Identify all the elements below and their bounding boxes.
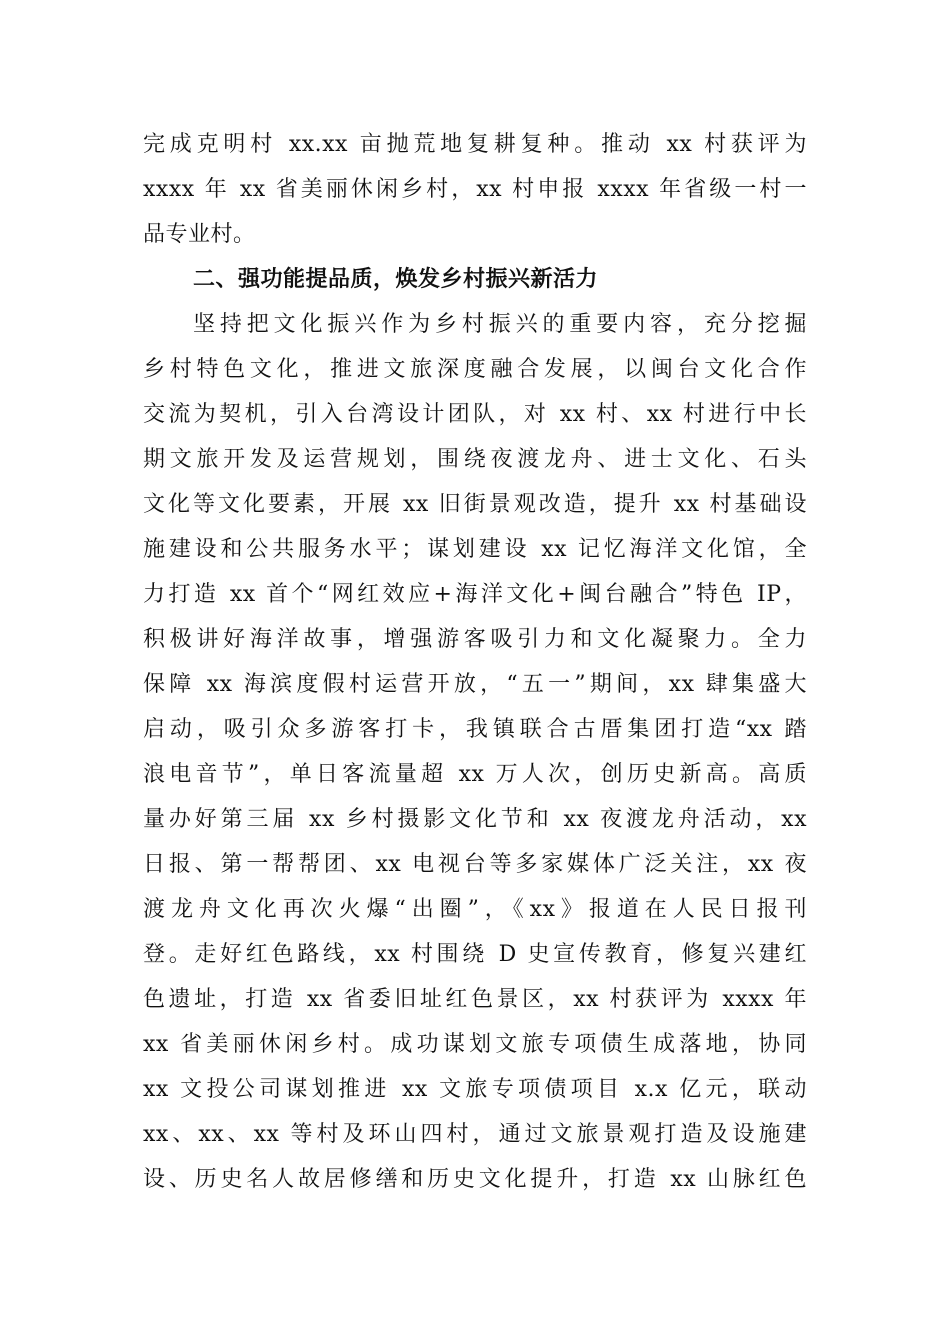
text-line: 乡村特色文化，推进文旅深度融合发展，以闽台文化合作	[143, 357, 807, 382]
text-line: 积极讲好海洋故事，增强游客吸引力和文化凝聚力。全力	[143, 627, 807, 652]
text-line: 登。走好红色路线，xx 村围绕 D 史宣传教育，修复兴建红	[143, 942, 807, 967]
body-paragraph	[143, 302, 807, 1202]
text-line: 日报、第一帮帮团、xx 电视台等多家媒体广泛关注，xx 夜	[143, 852, 807, 877]
intro-paragraph	[143, 122, 807, 257]
text-line: 浪电音节”，单日客流量超 xx 万人次，创历史新高。高质	[143, 762, 807, 787]
text-line: 保障 xx 海滨度假村运营开放，“五一”期间，xx 肆集盛大	[143, 672, 807, 697]
text-line: 期文旅开发及运营规划，围绕夜渡龙舟、进士文化、石头	[143, 447, 807, 472]
document-page	[143, 122, 807, 1202]
text-line: 交流为契机，引入台湾设计团队，对 xx 村、xx 村进行中长	[143, 402, 807, 427]
section-heading: 二、强功能提品质，焕发乡村振兴新活力	[193, 267, 599, 292]
text-line: 色遗址，打造 xx 省委旧址红色景区，xx 村获评为 xxxx 年	[143, 987, 807, 1012]
text-line: 渡龙舟文化再次火爆“出圈”，《xx》报道在人民日报刊	[143, 897, 807, 922]
text-line: 启动，吸引众多游客打卡，我镇联合古厝集团打造“xx 踏	[143, 717, 807, 742]
text-line: 坚持把文化振兴作为乡村振兴的重要内容，充分挖掘	[193, 312, 807, 337]
text-line: 设、历史名人故居修缮和历史文化提升，打造 xx 山脉红色	[143, 1167, 807, 1192]
text-line: 力打造 xx 首个“网红效应+海洋文化+闽台融合”特色 IP，	[143, 582, 807, 607]
text-line: xx、xx、xx 等村及环山四村，通过文旅景观打造及设施建	[143, 1122, 807, 1147]
text-line: xx 文投公司谋划推进 xx 文旅专项债项目 x.x 亿元，联动	[143, 1077, 807, 1102]
text-line: xx 省美丽休闲乡村。成功谋划文旅专项债生成落地，协同	[143, 1032, 807, 1057]
text-line: 完成克明村 xx.xx 亩抛荒地复耕复种。推动 xx 村获评为	[143, 132, 807, 157]
text-line: 量办好第三届 xx 乡村摄影文化节和 xx 夜渡龙舟活动，xx	[143, 807, 807, 832]
text-line: 文化等文化要素，开展 xx 旧街景观改造，提升 xx 村基础设	[143, 492, 807, 517]
text-line: 品专业村。	[143, 222, 256, 247]
text-line: xxxx 年 xx 省美丽休闲乡村，xx 村申报 xxxx 年省级一村一	[143, 177, 807, 202]
text-line: 施建设和公共服务水平；谋划建设 xx 记忆海洋文化馆，全	[143, 537, 807, 562]
